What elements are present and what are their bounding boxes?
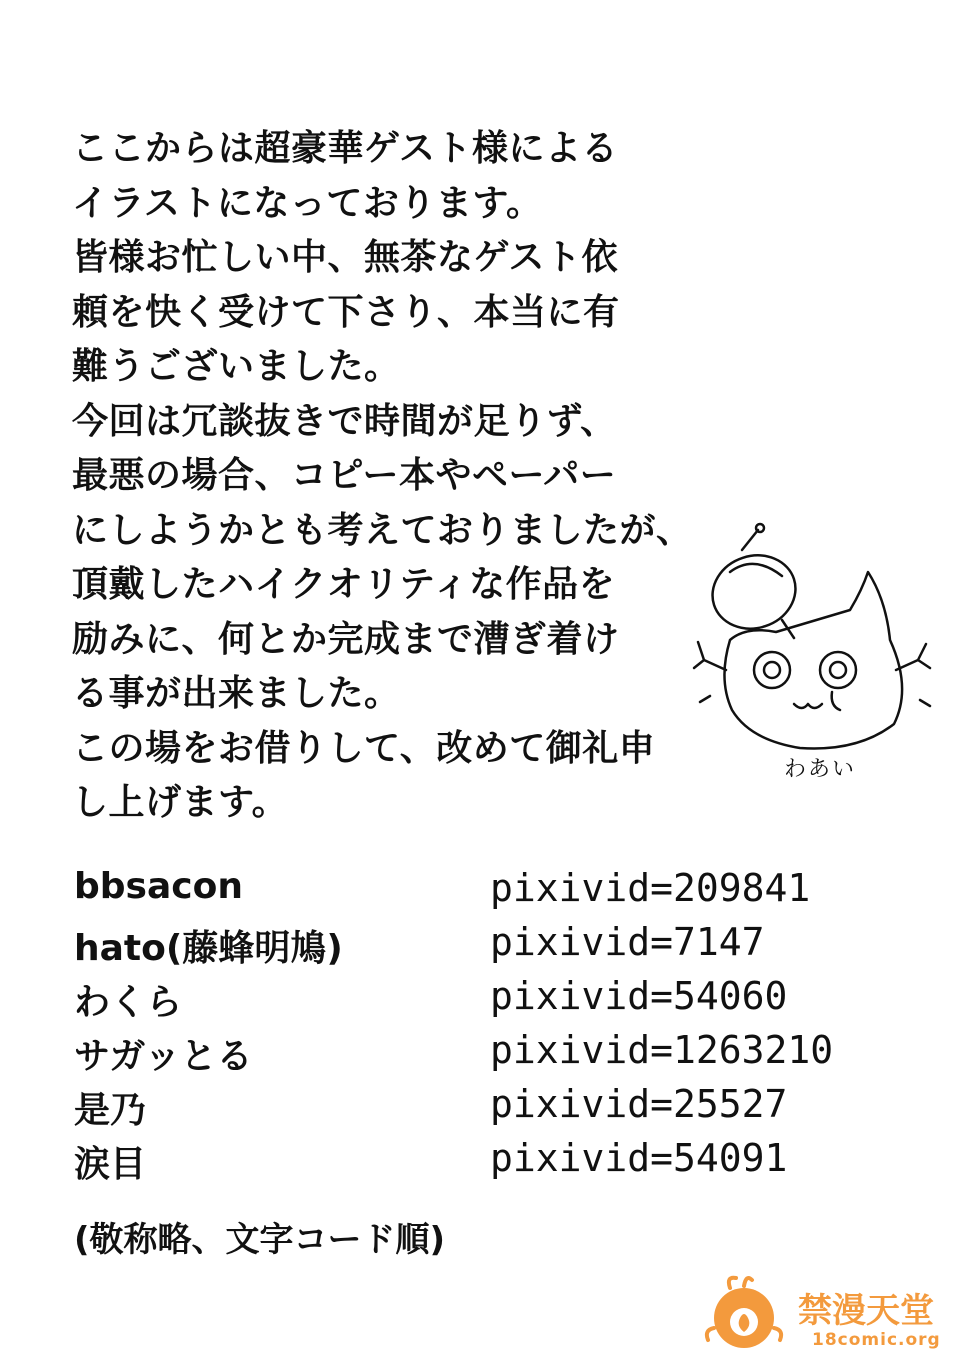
credit-pixiv-id: pixivid=209841 xyxy=(490,866,811,910)
message-line: 難うございました。 xyxy=(72,346,401,387)
credit-pixiv-id: pixivid=54091 xyxy=(490,1136,788,1180)
credit-row xyxy=(74,974,914,1028)
message-line: 頂戴したハイクオリティな作品を xyxy=(72,564,616,605)
message-line: イラストになっております。 xyxy=(72,182,543,224)
credit-row xyxy=(74,920,914,974)
message-line: 今回は冗談抜きで時間が足りず、 xyxy=(72,400,617,442)
credit-name: サガッとる xyxy=(74,1036,253,1077)
watermark-title: 禁漫天堂 xyxy=(798,1291,934,1331)
credit-pixiv-id: pixivid=7147 xyxy=(490,920,765,964)
message-line: る事が出来ました。 xyxy=(72,673,401,714)
credit-name: hato(藤蜂明鳩) xyxy=(74,928,343,969)
credit-row xyxy=(74,1082,914,1136)
message-line: この場をお借りして、改めて御礼申 xyxy=(72,727,656,769)
credit-name: わくら xyxy=(74,982,183,1023)
credit-pixiv-id: pixivid=54060 xyxy=(490,974,788,1018)
credit-name: 是乃 xyxy=(74,1090,147,1131)
credit-name: bbsacon xyxy=(74,866,243,907)
credit-row xyxy=(74,1028,914,1082)
credits-note: (敬称略、文字コード順) xyxy=(74,1220,446,1260)
credit-pixiv-id: pixivid=25527 xyxy=(490,1082,788,1126)
message-line: 皆様お忙しい中、無茶なゲスト依 xyxy=(72,237,619,278)
watermark-url: 18comic.org xyxy=(812,1330,941,1350)
message-line: 最悪の場合、コピー本やペーパー xyxy=(72,455,617,496)
message-line: 頼を快く受けて下さり、本当に有 xyxy=(72,291,620,333)
credit-row xyxy=(74,1136,914,1190)
message-line: 励みに、何とか完成まで漕ぎ着け xyxy=(72,618,620,660)
credit-pixiv-id: pixivid=1263210 xyxy=(490,1028,834,1072)
credit-row xyxy=(74,866,914,920)
credit-name: 涙目 xyxy=(74,1144,147,1185)
message-text xyxy=(72,122,693,831)
message-line: にしようかとも考えておりましたが、 xyxy=(72,509,693,551)
message-line: ここからは超豪華ゲスト様による xyxy=(72,128,619,169)
message-line: し上げます。 xyxy=(72,782,289,823)
mascot-caption: わあい xyxy=(784,757,857,782)
